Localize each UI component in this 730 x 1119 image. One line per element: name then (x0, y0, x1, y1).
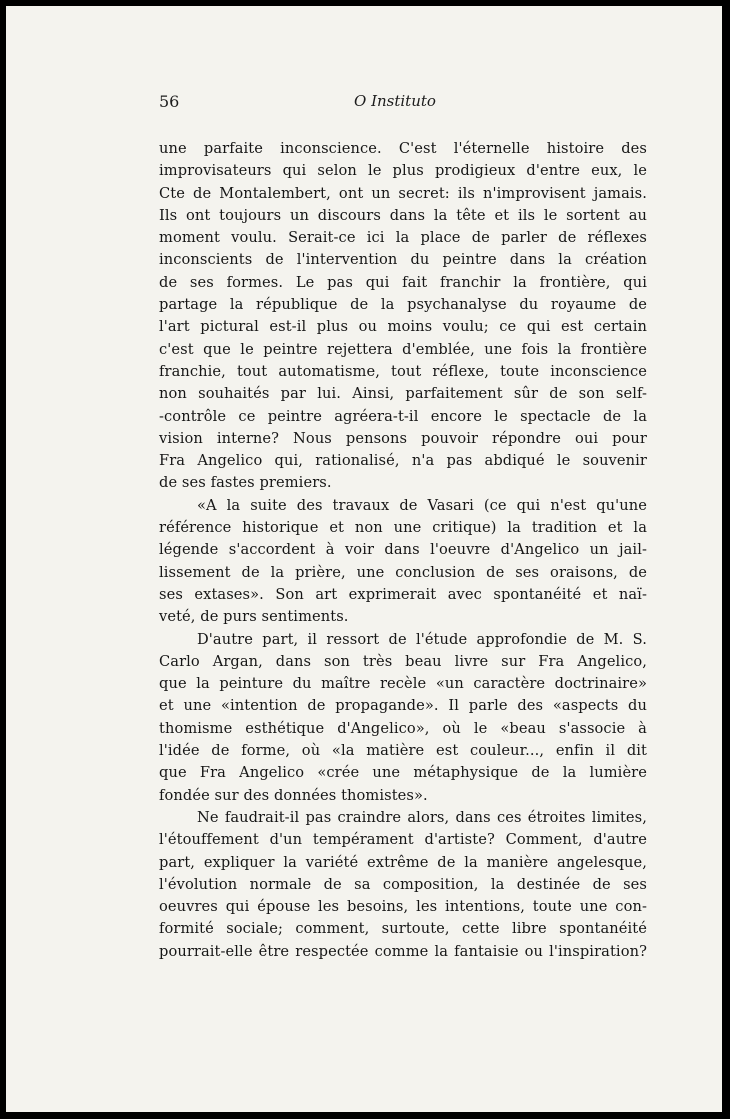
paragraph-4 (159, 807, 647, 963)
text-line: inconscients de l'intervention du peintre dans la création (159, 251, 647, 269)
text-line: que Fra Angelico «crée une métaphysique de la lumière (159, 764, 647, 782)
body-text (159, 138, 647, 963)
text-line: fondée sur des données thomistes». (159, 786, 428, 804)
text-line: et une «intention de propagande». Il parle des «aspects du (159, 697, 647, 715)
text-line: veté, de purs sentiments. (159, 608, 349, 626)
text-line: moment voulu. Serait-ce ici la place de parler de réflexes (159, 229, 647, 247)
text-line: D'autre part, il ressort de l'étude approfondie de M. S. (197, 630, 647, 648)
text-line: Fra Angelico qui, rationalisé, n'a pas abdiqué le souvenir (159, 452, 647, 470)
text-line: c'est que le peintre rejettera d'emblée, une fois la frontière (159, 340, 647, 358)
text-line: improvisateurs qui selon le plus prodigieux d'entre eux, le (159, 162, 647, 180)
text-line: l'art pictural est-il plus ou moins voulu; ce qui est certain (159, 318, 647, 336)
paragraph-1 (159, 138, 647, 495)
book-page (6, 6, 722, 1112)
text-line: lissement de la prière, une conclusion de ses oraisons, de (159, 563, 647, 581)
text-line: partage la république de la psychanalyse du royaume de (159, 296, 647, 314)
page-number: 56 (159, 92, 180, 111)
text-line: référence historique et non une critique) la tradition et la (159, 519, 647, 537)
text-line: Cte de Montalembert, ont un secret: ils n'improvisent jamais. (159, 184, 647, 202)
text-line: ses extases». Son art exprimerait avec spontanéité et naï- (159, 585, 647, 603)
text-line: non souhaités par lui. Ainsi, parfaitement sûr de son self- (159, 385, 647, 403)
text-line: formité sociale; comment, surtoute, cette libre spontanéité (159, 920, 647, 938)
text-line: l'étouffement d'un tempérament d'artiste? Comment, d'autre (159, 831, 647, 849)
text-line: une parfaite inconscience. C'est l'éternelle histoire des (159, 140, 647, 157)
text-line: l'évolution normale de sa composition, la destinée de ses (159, 875, 647, 893)
text-line: «A la suite des travaux de Vasari (ce qui n'est qu'une (197, 496, 647, 514)
text-line: de ses fastes premiers. (159, 474, 332, 492)
text-line: l'idée de forme, où «la matière est couleur..., enfin il dit (159, 742, 647, 760)
paragraph-3 (159, 629, 647, 807)
page-header (159, 92, 647, 114)
text-line: Ne faudrait-il pas craindre alors, dans ces étroites limites, (197, 808, 647, 826)
text-line: franchie, tout automatisme, tout réflexe, toute inconscience (159, 362, 647, 380)
paragraph-2 (159, 495, 647, 629)
text-line: -contrôle ce peintre agréera-t-il encore le spectacle de la (159, 407, 647, 425)
text-line: légende s'accordent à voir dans l'oeuvre d'Angelico un jail- (159, 541, 647, 559)
text-line: thomisme esthétique d'Angelico», où le «beau s'associe à (159, 719, 647, 737)
text-line: Carlo Argan, dans son très beau livre sur Fra Angelico, (159, 652, 647, 670)
text-line: pourrait-elle être respectée comme la fantaisie ou l'inspiration? (159, 942, 647, 960)
text-line: oeuvres qui épouse les besoins, les intentions, toute une con- (159, 898, 647, 916)
text-line: que la peinture du maître recèle «un caractère doctrinaire» (159, 675, 647, 693)
text-line: de ses formes. Le pas qui fait franchir la frontière, qui (159, 273, 647, 291)
running-title: O Instituto (354, 92, 436, 110)
text-line: part, expliquer la variété extrême de la manière angelesque, (159, 853, 647, 871)
text-line: vision interne? Nous pensons pouvoir répondre oui pour (159, 429, 647, 447)
text-line: Ils ont toujours un discours dans la tête et ils le sortent au (159, 206, 647, 224)
